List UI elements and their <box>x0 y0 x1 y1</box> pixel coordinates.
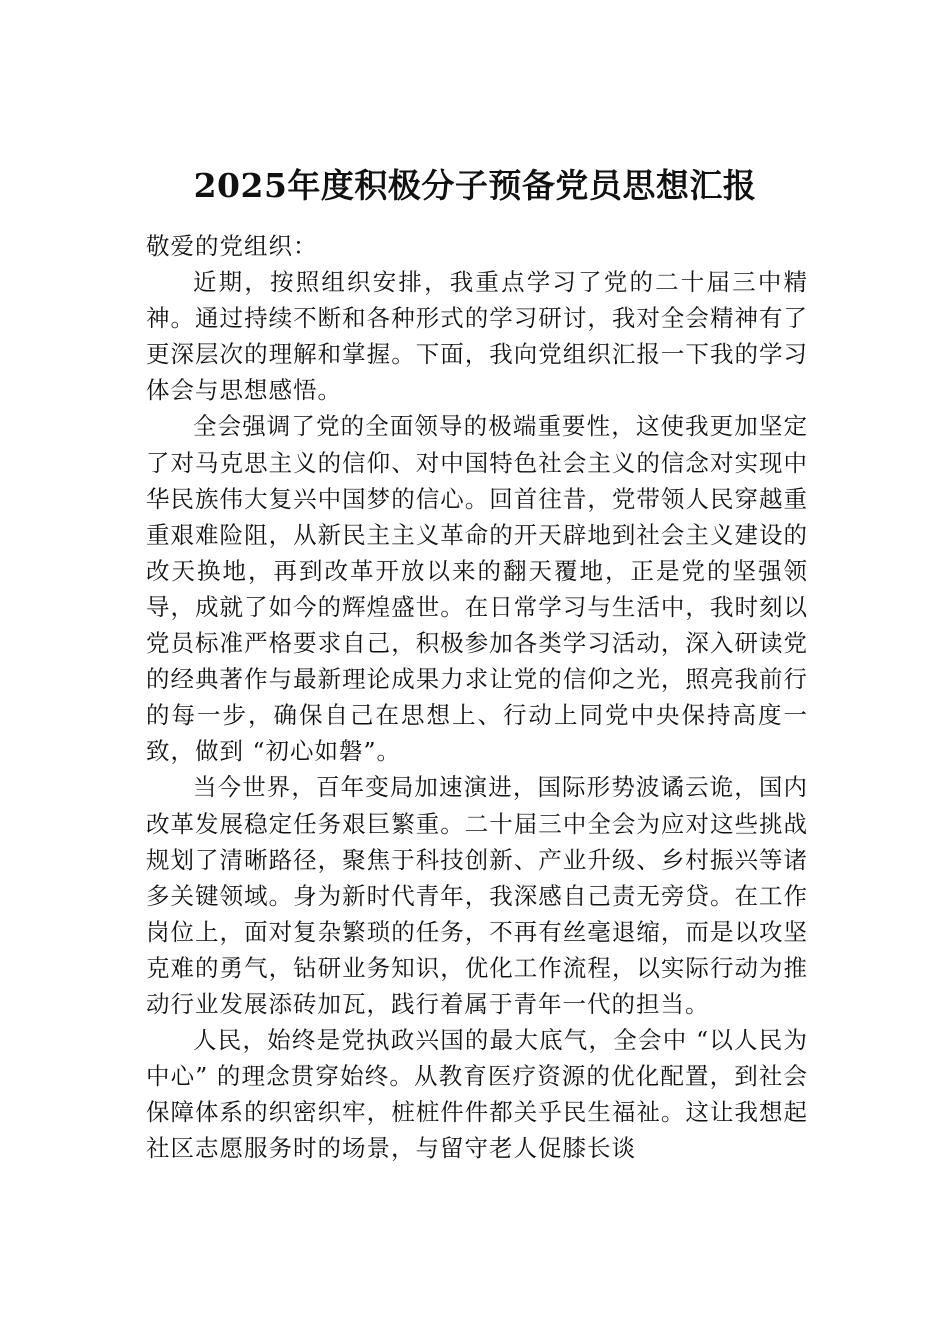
paragraph-1: 近期，按照组织安排，我重点学习了党的二十届三中精神。通过持续不断和各种形式的学习研讨，我对全会精神有了更深层次的理解和掌握。下面，我向党组织汇报一下我的学习体会与思想感悟。 <box>146 268 808 405</box>
document-body <box>146 228 808 1166</box>
paragraph-4: 人民，始终是党执政兴国的最大底气，全会中 “以人民为中心” 的理念贯穿始终。从教育医疗资源的优化配置，到社会保障体系的织密织牢，桩桩件件都关乎民生福祉。这让我想起社区志愿服务时的场景，与留守老人促膝长谈 <box>146 1026 808 1163</box>
document-title: 2025年度积极分子预备党员思想汇报 <box>193 166 757 205</box>
paragraph-3: 当今世界，百年变局加速演进，国际形势波谲云诡，国内改革发展稳定任务艰巨繁重。二十届三中全会为应对这些挑战规划了清晰路径，聚焦于科技创新、产业升级、乡村振兴等诸多关键领域。身为新时代青年，我深感自己责无旁贷。在工作岗位上，面对复杂繁琐的任务，不再有丝毫退缩，而是以攻坚克难的勇气，钻研业务知识，优化工作流程，以实际行动为推动行业发展添砖加瓦，践行着属于青年一代的担当。 <box>146 773 808 1018</box>
salutation: 敬爱的党组织： <box>146 232 318 260</box>
paragraph-2: 全会强调了党的全面领导的极端重要性，这使我更加坚定了对马克思主义的信仰、对中国特色社会主义的信念对实现中华民族伟大复兴中国梦的信心。回首往昔，党带领人民穿越重重艰难险阻，从新民主主义革命的开天辟地到社会主义建设的改天换地，再到改革开放以来的翻天覆地，正是党的坚强领导，成就了如今的辉煌盛世。在日常学习与生活中，我时刻以党员标准严格要求自己，积极参加各类学习活动，深入研读党的经典著作与最新理论成果力求让党的信仰之光，照亮我前行的每一步，确保自己在思想上、行动上同党中央保持高度一致，做到 “初心如磐”。 <box>146 412 808 766</box>
